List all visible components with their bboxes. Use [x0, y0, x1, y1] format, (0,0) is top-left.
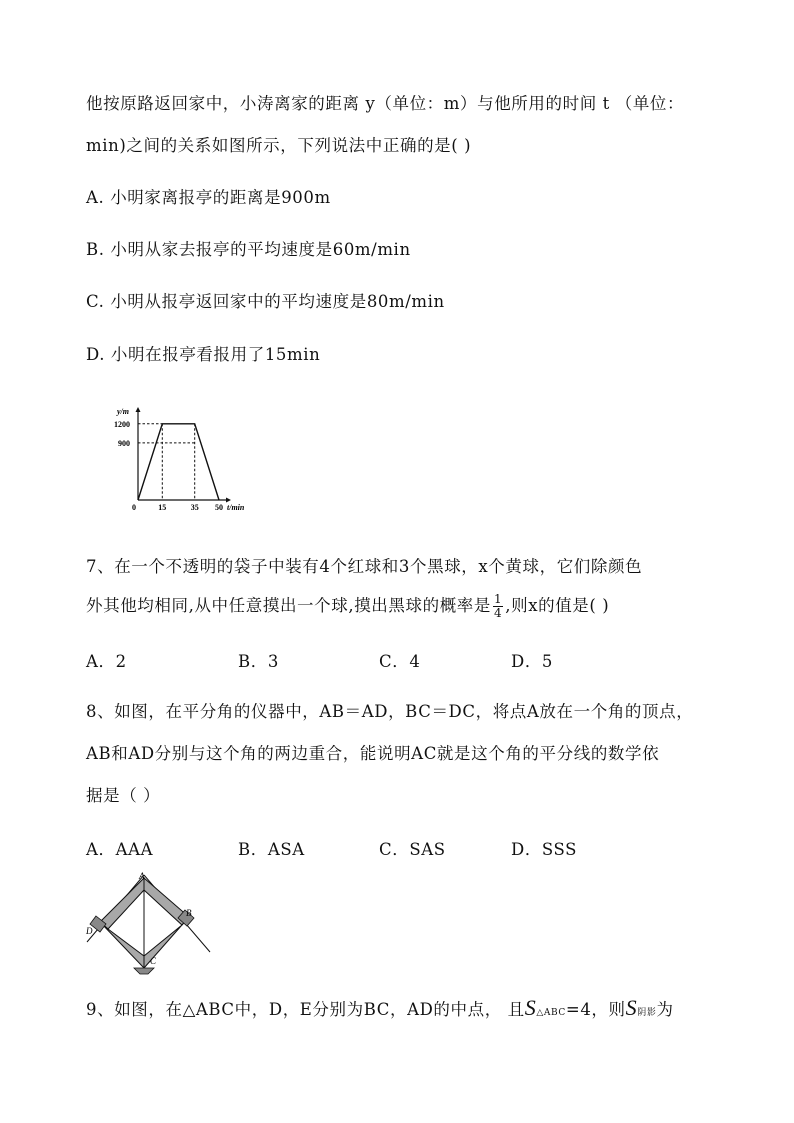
q6-option-d: D. 小明在报亭看报用了15min	[86, 345, 321, 364]
q7-option-d: D．5	[511, 652, 554, 671]
q7-line-2-post: ,则x的值是( )	[505, 596, 610, 615]
q8-line-1: 8、如图，在平分角的仪器中，AB＝AD，BC＝DC，将点A放在一个角的顶点，	[86, 702, 694, 721]
x-axis-label: t/min	[227, 503, 245, 512]
q6-line-1: 他按原路返回家中，小涛离家的距离 y（单位：m）与他所用的时间 t （单位：	[86, 94, 685, 113]
probability-fraction	[493, 593, 503, 620]
q7-line-2-pre: 外其他均相同,从中任意摸出一个球,摸出黑球的概率是	[86, 596, 491, 615]
tab-c	[134, 968, 154, 974]
q9-line	[86, 995, 674, 1021]
fraction-denominator: 4	[494, 606, 503, 620]
area-symbol-abc: S	[524, 995, 537, 1020]
q7-line-1: 7、在一个不透明的袋子中装有4个红球和3个黑球，x个黄球，它们除颜色	[86, 557, 643, 576]
q9-pre: 9、如图，在△ABC中，D，E分别为BC，AD的中点， 且	[86, 1000, 525, 1019]
area-subscript-shaded: 阴影	[637, 1008, 657, 1018]
area-symbol-shaded: S	[625, 995, 638, 1020]
x-tick-50: 50	[215, 503, 223, 512]
fraction-numerator: 1	[494, 592, 503, 606]
area-subscript-abc: △ABC	[536, 1008, 566, 1018]
x-tick-35: 35	[190, 503, 199, 512]
x-tick-15: 15	[158, 503, 167, 512]
q8-option-b: B．ASA	[238, 840, 305, 859]
x-axis-arrow	[226, 498, 231, 503]
q9-post: 为	[656, 1000, 674, 1019]
y-tick-900: 900	[118, 438, 130, 448]
q8-option-d: D．SSS	[511, 840, 578, 859]
x-tick-0: 0	[132, 503, 136, 512]
distance-time-chart	[110, 402, 260, 517]
q7-option-a: A．2	[86, 652, 127, 671]
q6-option-c: C. 小明从报亭返回家中的平均速度是80m/min	[86, 292, 445, 311]
q8-option-a: A．AAA	[86, 840, 154, 859]
q6-option-a: A. 小明家离报亭的距离是900m	[86, 188, 331, 207]
q6-line-2: min)之间的关系如图所示，下列说法中正确的是( )	[86, 136, 472, 155]
q6-option-b: B. 小明从家去报亭的平均速度是60m/min	[86, 240, 411, 259]
y-tick-1200: 1200	[114, 419, 130, 429]
angle-bisector-instrument-figure	[82, 870, 222, 980]
q8-line-2: AB和AD分别与这个角的两边重合，能说明AC就是这个角的平分线的数学依	[86, 744, 660, 763]
label-b: B	[186, 908, 192, 918]
label-c: C	[150, 956, 157, 966]
y-axis-arrow	[136, 407, 141, 412]
q7-line-2	[86, 592, 609, 620]
instrument-bar-ad	[100, 878, 144, 929]
label-d: D	[86, 926, 93, 936]
distance-series-line	[138, 424, 219, 500]
instrument-bar-dc	[100, 922, 144, 968]
q7-option-b: B．3	[238, 652, 279, 671]
q7-option-c: C．4	[379, 652, 421, 671]
y-axis-label: y/m	[117, 407, 129, 416]
q8-line-3: 据是（ ）	[86, 786, 161, 805]
q9-mid: =4，则	[565, 1000, 626, 1019]
label-a: A	[139, 871, 145, 881]
q8-option-c: C．SAS	[379, 840, 446, 859]
